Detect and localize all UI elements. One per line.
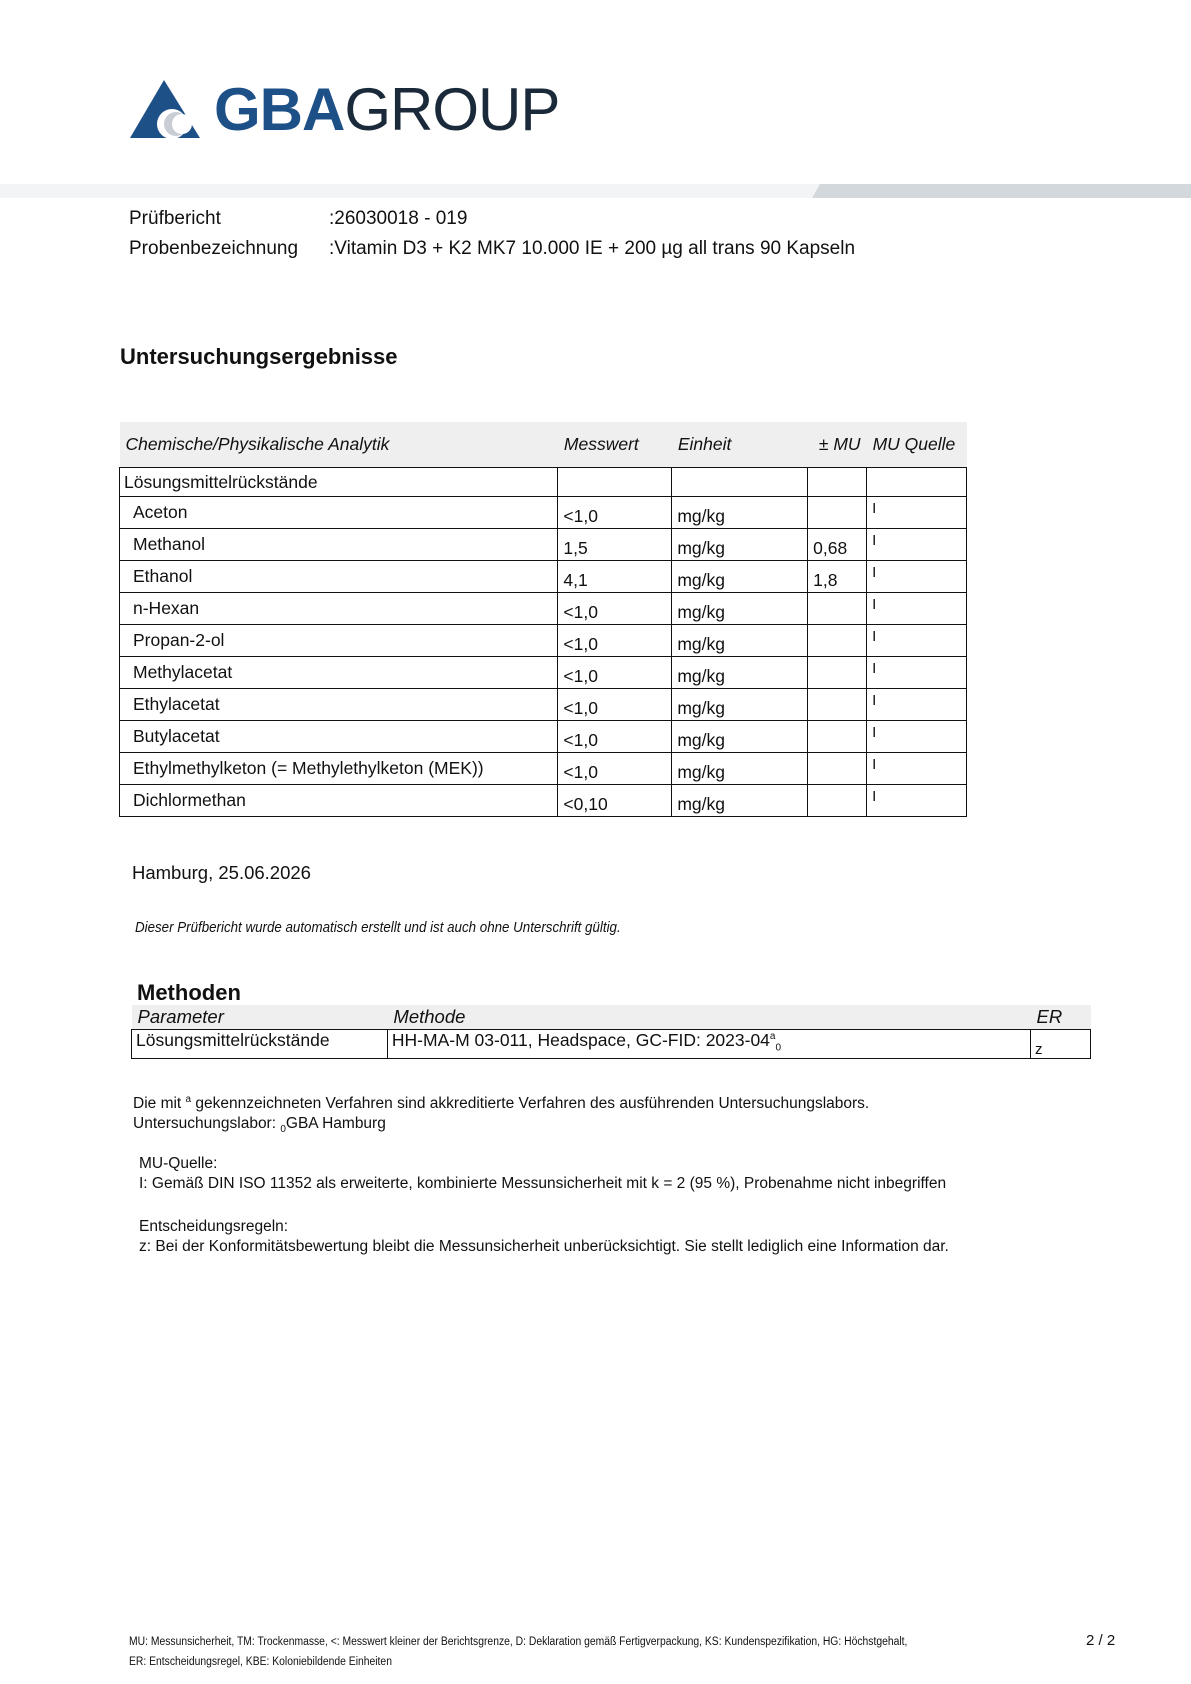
unit: mg/kg — [672, 561, 808, 593]
measured-value: <1,0 — [558, 657, 672, 689]
gba-triangle-logo-icon — [130, 78, 204, 140]
header-er: ER — [1031, 1005, 1091, 1030]
footer-abbreviations — [129, 1632, 907, 1672]
auto-generated-note: Dieser Prüfbericht wurde automatisch erstellt und ist auch ohne Unterschrift gültig. — [135, 920, 621, 936]
measurement-uncertainty — [808, 625, 867, 657]
method-decision-rule: z — [1031, 1030, 1091, 1059]
table-row — [120, 529, 967, 561]
parameter-name: n-Hexan — [120, 593, 558, 625]
category-label: Lösungsmittelrückstände — [120, 468, 558, 497]
mu-source-text: I: Gemäß DIN ISO 11352 als erweiterte, kombinierte Messunsicherheit mit k = 2 (95 %), Probenahme nicht inbegriffen — [139, 1175, 947, 1192]
accredited-mark: a — [769, 1031, 776, 1043]
measured-value: <1,0 — [558, 753, 672, 785]
accreditation-line-1 — [133, 1090, 869, 1114]
table-row — [120, 689, 967, 721]
methods-header-row — [132, 1005, 1091, 1030]
measurement-uncertainty — [808, 593, 867, 625]
table-row — [120, 657, 967, 689]
unit: mg/kg — [672, 753, 808, 785]
lab-label: Untersuchungslabor: — [133, 1115, 281, 1133]
decision-rules-text: z: Bei der Konformitätsbewertung bleibt die Messunsicherheit unberücksichtigt. Sie stellt lediglich eine Information dar. — [139, 1238, 949, 1255]
header-parameter: Parameter — [132, 1005, 388, 1030]
results-table — [119, 422, 967, 817]
accreditation-text-post: gekennzeichneten Verfahren sind akkreditierte Verfahren des ausführenden Untersuchungslabors. — [191, 1095, 870, 1113]
empty-cell — [672, 468, 808, 497]
category-row — [120, 468, 967, 497]
parameter-name: Aceton — [120, 497, 558, 529]
results-header-row — [120, 422, 967, 468]
mu-source: I — [867, 657, 967, 689]
header-divider-band — [0, 184, 1191, 198]
table-row — [120, 497, 967, 529]
mu-source-block — [139, 1154, 946, 1194]
mu-source-label: MU-Quelle: — [139, 1155, 218, 1172]
logo-text-bold: GBA — [214, 76, 345, 143]
empty-cell — [558, 468, 672, 497]
measured-value: 4,1 — [558, 561, 672, 593]
measured-value: <1,0 — [558, 497, 672, 529]
accreditation-text-pre: Die mit — [133, 1095, 186, 1113]
empty-cell — [867, 468, 967, 497]
methods-table — [131, 1005, 1091, 1059]
table-row — [120, 625, 967, 657]
parameter-name: Butylacetat — [120, 721, 558, 753]
unit: mg/kg — [672, 689, 808, 721]
unit: mg/kg — [672, 593, 808, 625]
page-number: 2 / 2 — [1086, 1632, 1116, 1649]
table-row — [120, 721, 967, 753]
table-row — [120, 785, 967, 817]
mu-source: I — [867, 593, 967, 625]
footer-line-1: MU: Messunsicherheit, TM: Trockenmasse, <: Messwert kleiner der Berichtsgrenze, D: Deklaration gemäß Fertigverpackung, KS: Kundenspezifikation, HG: Höchstgehalt, — [129, 1636, 908, 1648]
parameter-name: Ethylacetat — [120, 689, 558, 721]
measured-value: 1,5 — [558, 529, 672, 561]
measured-value: <1,0 — [558, 689, 672, 721]
measurement-uncertainty — [808, 497, 867, 529]
methods-title: Methoden — [137, 980, 241, 1005]
logo-text-light: GROUP — [344, 76, 560, 143]
parameter-name: Methanol — [120, 529, 558, 561]
parameter-name: Propan-2-ol — [120, 625, 558, 657]
method-text: HH-MA-M 03-011, Headspace, GC-FID: 2023-04 — [391, 1030, 770, 1050]
header-messwert: Messwert — [558, 422, 672, 468]
unit: mg/kg — [672, 497, 808, 529]
lab-name: GBA Hamburg — [285, 1115, 386, 1133]
footer-line-2: ER: Entscheidungsregel, KBE: Koloniebildende Einheiten — [129, 1656, 392, 1668]
accreditation-note — [133, 1090, 869, 1140]
mu-source: I — [867, 529, 967, 561]
unit: mg/kg — [672, 657, 808, 689]
table-row — [120, 753, 967, 785]
report-number-value: :26030018 - 019 — [329, 208, 468, 229]
measurement-uncertainty — [808, 689, 867, 721]
measurement-uncertainty — [808, 721, 867, 753]
parameter-name: Ethanol — [120, 561, 558, 593]
company-logo — [130, 76, 560, 146]
results-title: Untersuchungsergebnisse — [120, 344, 398, 369]
measurement-uncertainty: 0,68 — [808, 529, 867, 561]
unit: mg/kg — [672, 785, 808, 817]
measured-value: <1,0 — [558, 593, 672, 625]
table-row — [120, 593, 967, 625]
table-row — [120, 561, 967, 593]
header-analytik: Chemische/Physikalische Analytik — [120, 422, 558, 468]
mu-source: I — [867, 625, 967, 657]
lab-sub: 0 — [280, 1124, 286, 1136]
parameter-name: Methylacetat — [120, 657, 558, 689]
logo-wordmark — [214, 72, 559, 148]
unit: mg/kg — [672, 529, 808, 561]
accreditation-line-2 — [133, 1114, 869, 1140]
measurement-uncertainty — [808, 753, 867, 785]
method-description — [387, 1030, 1030, 1059]
decision-rules-block — [139, 1217, 949, 1257]
mu-source: I — [867, 753, 967, 785]
mu-source: I — [867, 785, 967, 817]
decision-rules-label: Entscheidungsregeln: — [139, 1218, 289, 1235]
measured-value: <0,10 — [558, 785, 672, 817]
measured-value: <1,0 — [558, 721, 672, 753]
unit: mg/kg — [672, 721, 808, 753]
header-mu: ± MU — [808, 422, 867, 468]
mu-source: I — [867, 561, 967, 593]
sample-name-value: :Vitamin D3 + K2 MK7 10.000 IE + 200 µg all trans 90 Kapseln — [329, 238, 856, 259]
header-methode: Methode — [387, 1005, 1030, 1030]
measured-value: <1,0 — [558, 625, 672, 657]
mu-source: I — [867, 721, 967, 753]
methods-row — [132, 1030, 1091, 1059]
report-number-label: Prüfbericht — [129, 208, 221, 229]
header-einheit: Einheit — [672, 422, 808, 468]
sample-name-label: Probenbezeichnung — [129, 238, 299, 259]
parameter-name: Dichlormethan — [120, 785, 558, 817]
header-mu-quelle: MU Quelle — [867, 422, 967, 468]
lab-index: 0 — [775, 1042, 782, 1054]
measurement-uncertainty — [808, 785, 867, 817]
mu-source: I — [867, 497, 967, 529]
measurement-uncertainty — [808, 657, 867, 689]
parameter-name: Ethylmethylketon (= Methylethylketon (MEK)) — [120, 753, 558, 785]
empty-cell — [808, 468, 867, 497]
unit: mg/kg — [672, 625, 808, 657]
place-date: Hamburg, 25.06.2026 — [132, 862, 311, 883]
mu-source: I — [867, 689, 967, 721]
accreditation-sup: a — [185, 1094, 192, 1105]
method-parameter: Lösungsmittelrückstände — [132, 1030, 388, 1059]
measurement-uncertainty: 1,8 — [808, 561, 867, 593]
